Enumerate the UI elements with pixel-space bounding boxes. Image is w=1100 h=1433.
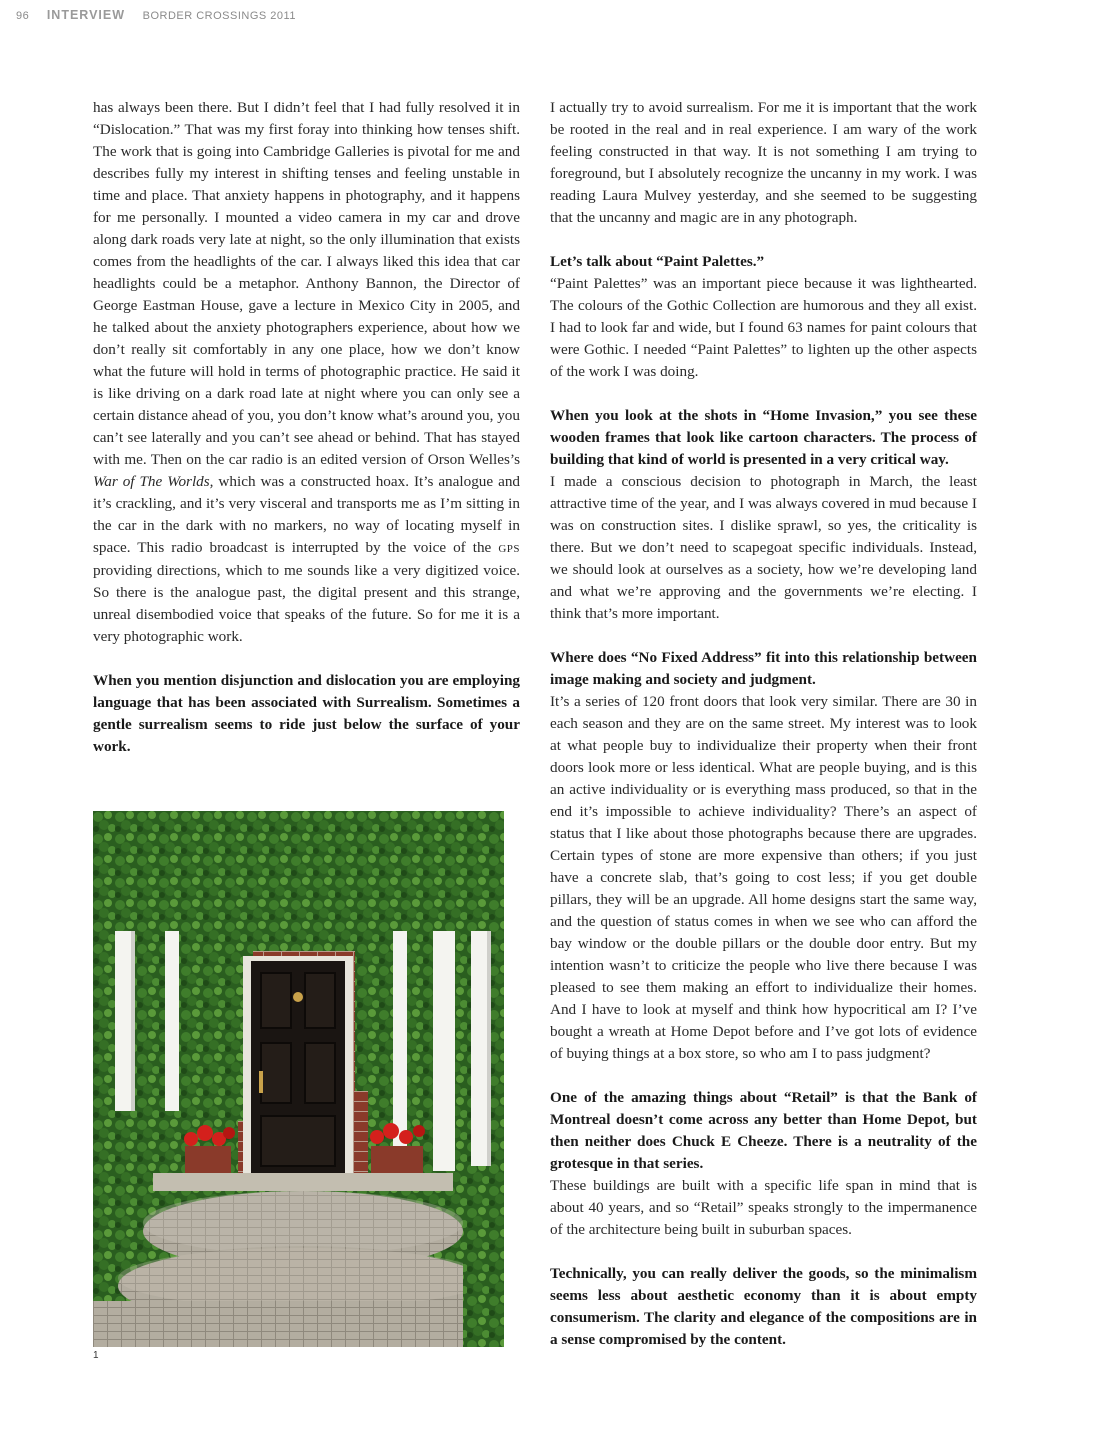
title-italic: War of The Worlds, xyxy=(93,473,214,490)
page-number: 96 xyxy=(16,10,30,22)
right-column xyxy=(550,97,977,1351)
gps-smallcaps: GPS xyxy=(498,543,520,555)
answer-paragraph: I made a conscious decision to photograph in March, the least attractive time of the year, and I was always covered in mud because I was on construction sites. I dislike sprawl, so yes, the criticality is there. But we don’t need to scapegoat specific individuals. Instead, we should look at ourselves as a society, how we’re developing land and what we’re approving and the governments we’re electing. I think that’s more important. xyxy=(550,473,977,622)
question-paragraph: Technically, you can really deliver the goods, so the minimalism seems less about aesthetic economy than it is about empty consumerism. The clarity and elegance of the compositions are in a sense compromised by the content. xyxy=(550,1265,977,1348)
question-paragraph: When you mention disjunction and dislocation you are employing language that has been associated with Surrealism. Sometimes a gentle surrealism seems to ride just below the surface of your work. xyxy=(93,672,520,755)
answer-paragraph: has always been there. But I didn’t feel that I had fully resolved it in “Dislocation.” That was my first foray into thinking how tenses shift. The work that is going into Cambridge Galleries is pivotal for me and describes fully my interest in shifting tenses and feeling unstable in time and place. That anxiety happens in photography, and it happens for me personally. I mounted a video camera in my car and drove along dark roads very late at night, so the only illumination that exists comes from the headlights of the car. I always liked this idea that car headlights could be a metaphor. Anthony Bannon, the Director of George Eastman House, gave a lecture in Mexico City in 2005, and he talked about the anxiety photographers experience, about how we don’t really sit comfortably in any one place, how we don’t know what the future will hold in terms of photographic practice. He said it is like driving on a dark road late at night where you can only see a certain distance ahead of you, you don’t know what’s around you, you can’t see laterally and you can’t see ahead or behind. That has stayed with me. Then on the car radio is an edited version of Orson Welles’s War of The Worlds, which was a constructed hoax. It’s analogue and it’s crackling, and it’s very visceral and transports me as I’m sitting in the car in the dark with no markers, no way of locating myself in space. This radio broadcast is interrupted by the voice of the GPS providing directions, which to me sounds like a very digitized voice. So there is the analogue past, the digital present and this strange, unreal disembodied voice that speaks of the future. So for me it is a very photographic work. xyxy=(93,99,521,645)
ivy-doorway-photo xyxy=(93,811,504,1347)
page-header xyxy=(16,8,296,22)
answer-paragraph: “Paint Palettes” was an important piece because it was lighthearted. The colours of the Gothic Collection are humorous and they all exist. I had to look far and wide, but I found 63 names for paint colours that were Gothic. I needed “Paint Palettes” to lighten up the other aspects of the work I was doing. xyxy=(550,275,977,380)
question-paragraph: Where does “No Fixed Address” fit into this relationship between image making and society and judgment. xyxy=(550,649,977,688)
publication-label: BORDER CROSSINGS 2011 xyxy=(142,10,296,22)
answer-paragraph: It’s a series of 120 front doors that look very similar. There are 30 in each season and they are on the same street. My interest was to look at what people buy to individualize their property when their front doors look more or less identical. What are people buying, and is this an active individuality or is everything mass produced, so that in the end it’s impossible to achieve individuality? There’s an aspect of status that I like about those photographs because there are upgrades. Certain types of stone are more expensive than others; if you just have a concrete slab, that’s going to cost less; if you get double pillars, they will be an upgrade. All home designs start the same way, and the question of status comes in when we see who can afford the bay window or the double pillars or the double door entry. But my intention wasn’t to criticize the people who live there because I was pleased to see them making an effort to individualize their homes. And I have to look at myself and think how hypocritical am I? I’ve bought a wreath at Home Depot before and I’ve got lots of evidence of buying things at a box store, so who am I to pass judgment? xyxy=(550,693,977,1062)
question-paragraph: Let’s talk about “Paint Palettes.” xyxy=(550,253,765,270)
section-label: INTERVIEW xyxy=(46,8,126,22)
answer-paragraph: These buildings are built with a specific life span in mind that is about 40 years, and so “Retail” speaks strongly to the impermanence of the architecture being built in suburban spaces. xyxy=(550,1177,977,1238)
question-paragraph: One of the amazing things about “Retail” is that the Bank of Montreal doesn’t come across any better than Home Depot, but then neither does Chuck E Cheeze. There is a neutrality of the grotesque in that series. xyxy=(550,1089,977,1172)
left-column xyxy=(93,97,520,758)
answer-paragraph: I actually try to avoid surrealism. For me it is important that the work be rooted in the real and in real experience. I am wary of the work feeling constructed in that way. It is not something I am trying to foreground, but I absolutely recognize the uncanny in my work. I was reading Laura Mulvey yesterday, and she seemed to be suggesting that the uncanny and magic are in any photograph. xyxy=(550,99,977,226)
figure-caption: 1 xyxy=(93,1350,99,1361)
question-paragraph: When you look at the shots in “Home Invasion,” you see these wooden frames that look like cartoon characters. The process of building that kind of world is presented in a very critical way. xyxy=(550,407,977,468)
